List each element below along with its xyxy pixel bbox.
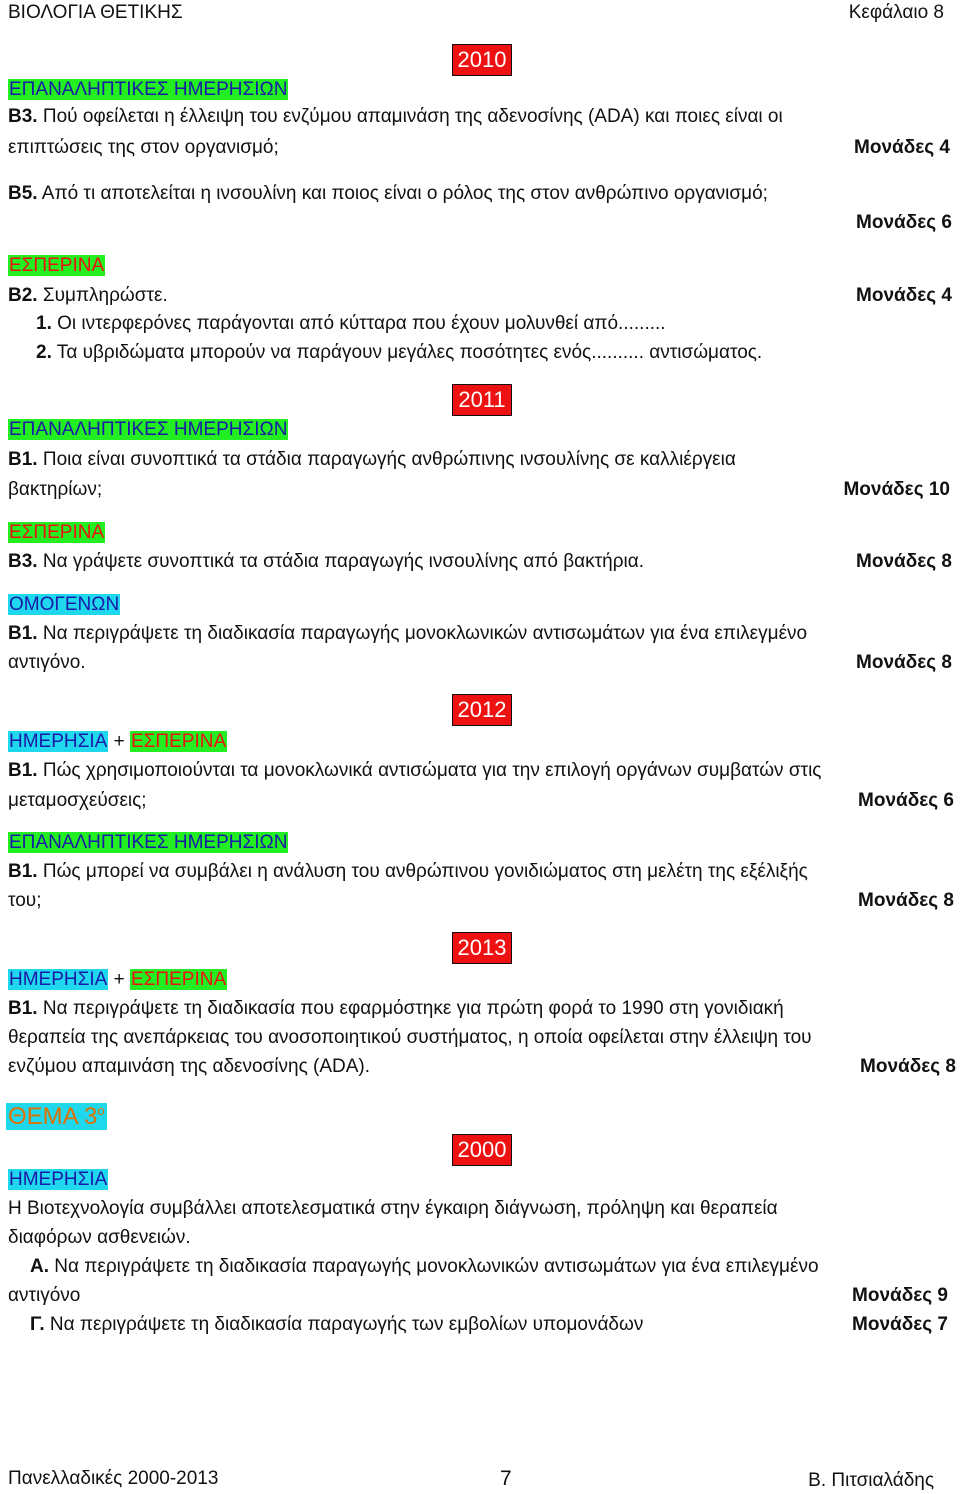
question-line: μεταμοσχεύσεις;	[8, 790, 147, 811]
question-number: Γ.	[30, 1314, 45, 1335]
fill-item	[36, 311, 666, 337]
marks-label: Μονάδες 8	[858, 890, 954, 911]
item-text: Τα υβριδώματα μπορούν να παράγουν μεγάλες ποσότητες ενός.......... αντισώματος.	[51, 342, 763, 363]
question-number: Β1.	[8, 760, 38, 781]
marks-label: Μονάδες 4	[856, 285, 952, 306]
marks-label: Μονάδες 8	[860, 1056, 956, 1077]
tag-plus: +	[113, 731, 125, 752]
footer-left: Πανελλαδικές 2000-2013	[8, 1468, 219, 1489]
question-line: του;	[8, 890, 42, 911]
question-text: Από τι αποτελείται η ινσουλίνη και ποιος είναι ο ρόλος της στον ανθρώπινο οργανισμό;	[37, 183, 768, 204]
question-line	[8, 758, 821, 784]
question-number: Β1.	[8, 861, 38, 882]
year-badge-2013: 2013	[452, 932, 512, 964]
tag-label: ΕΣΠΕΡΙΝΑ	[130, 731, 227, 752]
question-line	[8, 549, 644, 575]
question-text: Να περιγράψετε τη διαδικασία παραγωγής μονοκλωνικών αντισωμάτων για ένα επιλεγμένο	[49, 1256, 819, 1277]
question-text: Πώς χρησιμοποιούνται τα μονοκλωνικά αντισώματα για την επιλογή οργάνων συμβατών στις	[37, 760, 822, 781]
tag-label: ΕΠΑΝΑΛΗΠΤΙΚΕΣ ΗΜΕΡΗΣΙΩΝ	[9, 419, 288, 440]
question-line: ενζύμου απαμινάση της αδενοσίνης (ADA).	[8, 1056, 371, 1077]
tag-label: ΗΜΕΡΗΣΙΑ	[9, 731, 108, 752]
question-line	[8, 104, 783, 130]
question-text: Ποια είναι συνοπτικά τα στάδια παραγωγής ανθρώπινης ινσουλίνης σε καλλιέργεια	[37, 449, 736, 470]
tag-epanaliptikes	[8, 830, 288, 856]
tag-esperina	[8, 520, 105, 546]
header-chapter: Κεφάλαιο 8	[848, 2, 944, 23]
question-text: Να περιγράψετε τη διαδικασία που εφαρμόστηκε για πρώτη φορά το 1990 στη γονιδιακή	[37, 998, 784, 1019]
question-number: Β5.	[8, 183, 38, 204]
footer-page-number: 7	[500, 1467, 512, 1490]
section-heading-thema-3	[6, 1094, 107, 1136]
header-subject: ΒΙΟΛΟΓΙΑ ΘΕΤΙΚΗΣ	[8, 2, 183, 23]
marks-label: Μονάδες 8	[856, 652, 952, 673]
question-number: Β1.	[8, 998, 38, 1019]
marks-label: Μονάδες 10	[843, 479, 950, 500]
question-line	[30, 1312, 643, 1338]
question-number: Β2.	[8, 285, 38, 306]
question-line: αντιγόνο.	[8, 652, 86, 673]
marks-label: Μονάδες 6	[856, 212, 952, 233]
tag-imerisia-esperina	[8, 967, 227, 993]
tag-plus: +	[113, 969, 125, 990]
marks-label: Μονάδες 7	[852, 1314, 948, 1335]
tag-label: ΕΣΠΕΡΙΝΑ	[130, 969, 227, 990]
question-line	[8, 447, 736, 473]
question-line	[8, 859, 808, 885]
question-text: Πώς μπορεί να συμβάλει η ανάλυση του ανθρώπινου γονιδιώματος στη μελέτη της εξέλιξής	[37, 861, 808, 882]
question-text: Να γράψετε συνοπτικά τα στάδια παραγωγής ινσουλίνης από βακτήρια.	[37, 551, 644, 572]
footer-author: Β. Πιτσιαλάδης	[808, 1470, 934, 1491]
question-line	[8, 283, 168, 309]
marks-label: Μονάδες 9	[852, 1285, 948, 1306]
question-number: Β1.	[8, 449, 38, 470]
question-number: Β3.	[8, 551, 38, 572]
item-text: Οι ιντερφερόνες παράγονται από κύτταρα που έχουν μολυνθεί από.........	[51, 313, 666, 334]
tag-label: ΕΠΑΝΑΛΗΠΤΙΚΕΣ ΗΜΕΡΗΣΙΩΝ	[9, 832, 288, 853]
tag-imerisia	[8, 1167, 108, 1193]
marks-label: Μονάδες 4	[854, 137, 950, 158]
year-badge-2011: 2011	[452, 384, 512, 416]
tag-label: ΗΜΕΡΗΣΙΑ	[9, 969, 108, 990]
question-number: Β1.	[8, 623, 38, 644]
question-line	[8, 621, 807, 647]
question-text: Συμπληρώστε.	[37, 285, 168, 306]
question-text: Πού οφείλεται η έλλειψη του ενζύμου απαμινάση της αδενοσίνης (ADA) και ποιες είναι οι	[37, 106, 783, 127]
tag-label: ΟΜΟΓΕΝΩΝ	[9, 594, 120, 615]
tag-label: ΗΜΕΡΗΣΙΑ	[9, 1169, 108, 1190]
intro-line: Η Βιοτεχνολογία συμβάλλει αποτελεσματικά στην έγκαιρη διάγνωση, πρόληψη και θεραπεία	[8, 1198, 778, 1219]
question-number: Β3.	[8, 106, 38, 127]
year-badge-2000: 2000	[452, 1134, 512, 1166]
tag-label: ΕΣΠΕΡΙΝΑ	[9, 522, 105, 543]
heading-label	[6, 1103, 107, 1130]
question-text: Να περιγράψετε τη διαδικασία παραγωγής των εμβολίων υπομονάδων	[44, 1314, 644, 1335]
question-line: επιπτώσεις της στον οργανισμό;	[8, 137, 279, 158]
question-text: Να περιγράψετε τη διαδικασία παραγωγής μονοκλωνικών αντισωμάτων για ένα επιλεγμένο	[37, 623, 808, 644]
fill-item	[36, 340, 762, 366]
heading-superscript: ο	[97, 1103, 105, 1118]
question-line: αντιγόνο	[8, 1285, 81, 1306]
year-badge-2010: 2010	[452, 44, 512, 76]
tag-epanaliptikes	[8, 417, 288, 443]
question-line	[8, 181, 768, 207]
tag-label: ΕΣΠΕΡΙΝΑ	[9, 255, 105, 276]
question-line	[8, 996, 784, 1022]
question-line: βακτηρίων;	[8, 479, 103, 500]
heading-text: ΘΕΜΑ 3	[8, 1103, 98, 1130]
question-number: Α.	[30, 1256, 49, 1277]
tag-omogenon	[8, 592, 120, 618]
item-number: 2.	[36, 342, 52, 363]
item-number: 1.	[36, 313, 52, 334]
question-line	[30, 1254, 819, 1280]
intro-line: διαφόρων ασθενειών.	[8, 1227, 191, 1248]
tag-imerisia-esperina	[8, 729, 227, 755]
marks-label: Μονάδες 6	[858, 790, 954, 811]
marks-label: Μονάδες 8	[856, 551, 952, 572]
tag-label: ΕΠΑΝΑΛΗΠΤΙΚΕΣ ΗΜΕΡΗΣΙΩΝ	[9, 79, 288, 100]
tag-esperina	[8, 253, 105, 279]
tag-epanaliptikes	[8, 77, 288, 103]
question-line: θεραπεία της ανεπάρκειας του ανοσοποιητικού συστήματος, η οποία οφείλεται στην έλλειψη του	[8, 1027, 812, 1048]
year-badge-2012: 2012	[452, 694, 512, 726]
